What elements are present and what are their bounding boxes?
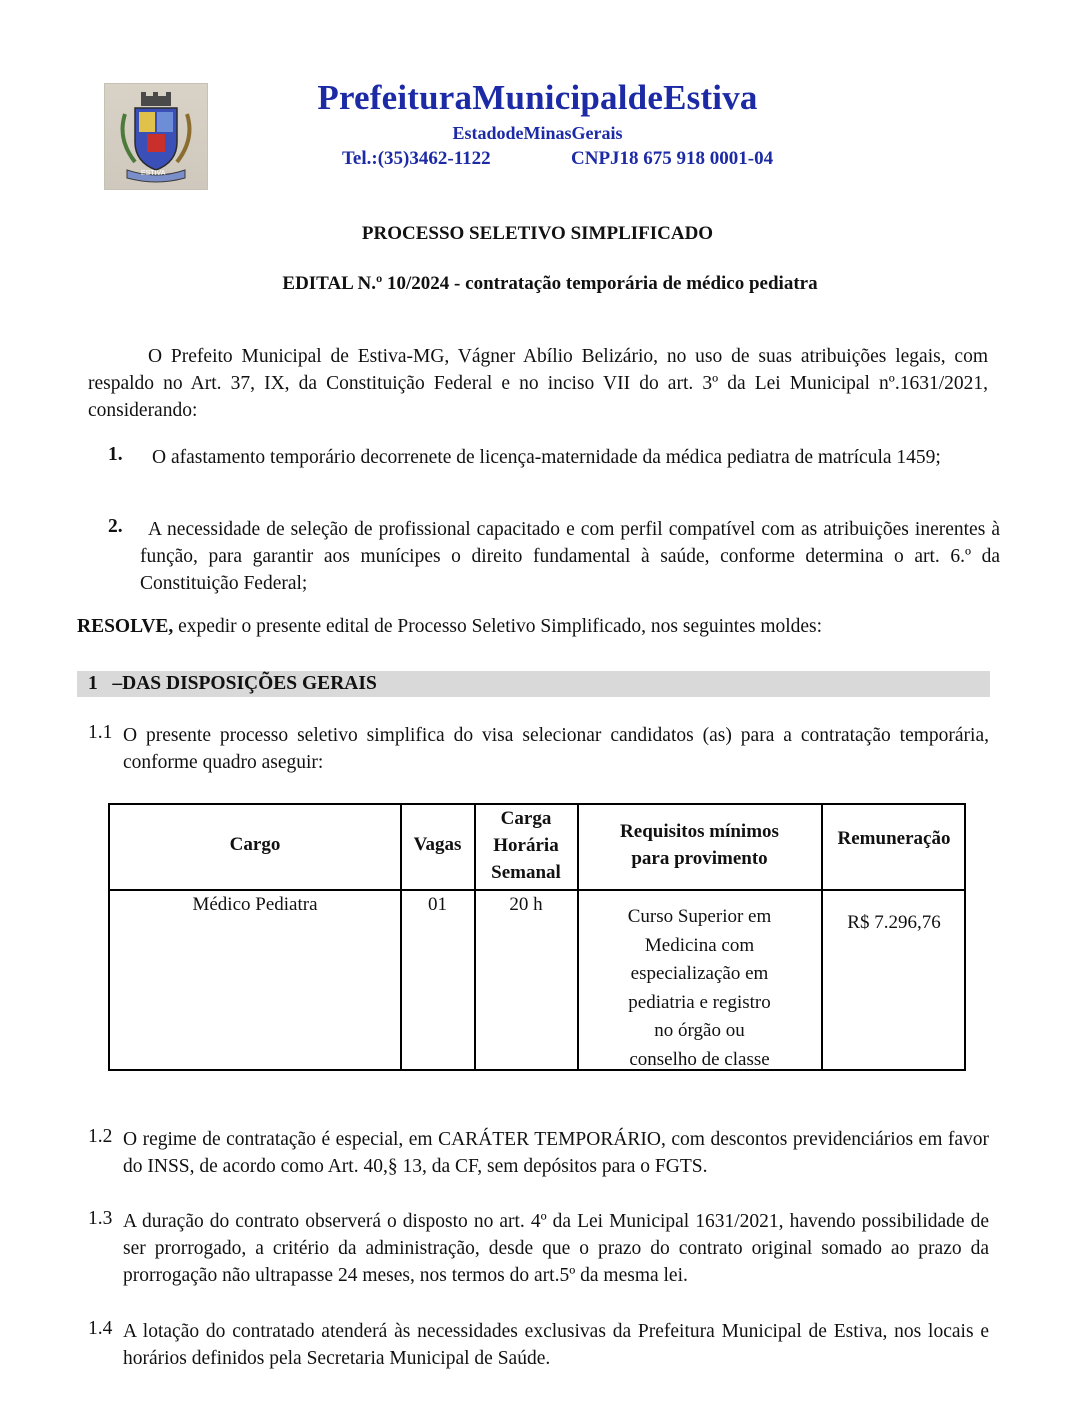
clause-number: 1.2	[88, 1126, 113, 1147]
resolve-keyword: RESOLVE,	[77, 616, 174, 637]
cell-requisitos	[578, 903, 821, 1074]
header-cargo: Cargo	[229, 834, 281, 855]
header-requisitos	[578, 818, 821, 872]
resolve-paragraph	[77, 616, 822, 638]
consideration-number: 1.	[108, 444, 123, 465]
edital-title: EDITAL N.º 10/2024 - contratação temporária de médico pediatra	[282, 273, 818, 294]
phone-number: Tel.:(35)3462-1122	[342, 148, 491, 169]
cell-remuneracao: R$ 7.296,76	[847, 912, 941, 933]
consideration-item: A necessidade de seleção de profissional capacitado e com perfil compatível com as atribuições inerentes à função, para garantir aos munícipes o direito fundamental à saúde, conforme determina o art. 6.º da Constituição Federal;	[140, 519, 1000, 594]
section-heading: 1 –DAS DISPOSIÇÕES GERAIS	[88, 673, 377, 694]
clause-text: A lotação do contratado atenderá às necessidades exclusivas da Prefeitura Municipal de Estiva, nos locais e horários definidos pela Secretaria Municipal de Saúde.	[123, 1321, 989, 1369]
process-title: PROCESSO SELETIVO SIMPLIFICADO	[361, 223, 714, 244]
clause-number: 1.3	[88, 1208, 113, 1229]
header-carga-line: Semanal	[491, 862, 561, 883]
clause-text: A duração do contrato observerá o disposto no art. 4º da Lei Municipal 1631/2021, havendo possibilidade de ser prorrogado, a critério da administração, desde que o prazo do contrato original somado ao prazo da prorrogação não ultrapasse 24 meses, nos termos do art.5º da mesma lei.	[123, 1211, 989, 1286]
consideration-number: 2.	[108, 516, 123, 537]
clause-text: O regime de contratação é especial, em CARÁTER TEMPORÁRIO, com descontos previdenciários em favor do INSS, de acordo como Art. 40,§ 13, da CF, sem depósitos para o FGTS.	[123, 1129, 989, 1177]
header-requisitos-line: para provimento	[631, 848, 768, 869]
cell-requisitos-line: Curso Superior em	[627, 906, 772, 927]
header-carga-line: Horária	[493, 835, 559, 856]
clause-number: 1.4	[88, 1318, 113, 1339]
header-requisitos-line: Requisitos mínimos	[620, 821, 779, 842]
header-vagas: Vagas	[413, 834, 462, 855]
positions-table	[108, 803, 966, 1071]
clause-number: 1.1	[88, 722, 113, 743]
header-carga	[475, 805, 577, 886]
clause-text: O presente processo seletivo simplifica do visa selecionar candidatos (as) para a contratação temporária, conforme quadro aseguir:	[123, 725, 989, 773]
cell-requisitos-line: Medicina com	[644, 934, 755, 956]
cell-requisitos-line: especialização em	[630, 963, 769, 984]
cell-requisitos-line: conselho de classe	[629, 1048, 770, 1070]
consideration-item: O afastamento temporário decorrenete de licença-maternidade da médica pediatra de matrícula 1459;	[152, 447, 941, 468]
cell-requisitos-line: no órgão ou	[654, 1020, 745, 1041]
cell-cargo: Médico Pediatra	[192, 894, 318, 915]
intro-paragraph: O Prefeito Municipal de Estiva-MG, Vágner Abílio Belizário, no uso de suas atribuições legais, com respaldo no Art. 37, IX, da Constituição Federal e no inciso VII do art. 3º da Lei Municipal nº.1631/2021, considerando:	[88, 346, 988, 421]
state-subtitle: EstadodeMinasGerais	[452, 123, 623, 143]
cnpj-number: CNPJ18 675 918 0001-04	[571, 148, 774, 169]
cell-carga: 20 h	[509, 894, 543, 915]
cell-requisitos-line: pediatria e registro	[628, 991, 771, 1013]
header-remuneracao: Remuneração	[837, 828, 951, 849]
cell-vagas: 01	[428, 894, 447, 915]
header-carga-line: Carga	[500, 808, 552, 829]
crest-banner-text: ESTIVA	[141, 170, 166, 177]
resolve-text: expedir o presente edital de Processo Seletivo Simplificado, nos seguintes moldes:	[173, 616, 823, 637]
municipality-title: PrefeituraMunicipaldeEstiva	[317, 78, 758, 117]
